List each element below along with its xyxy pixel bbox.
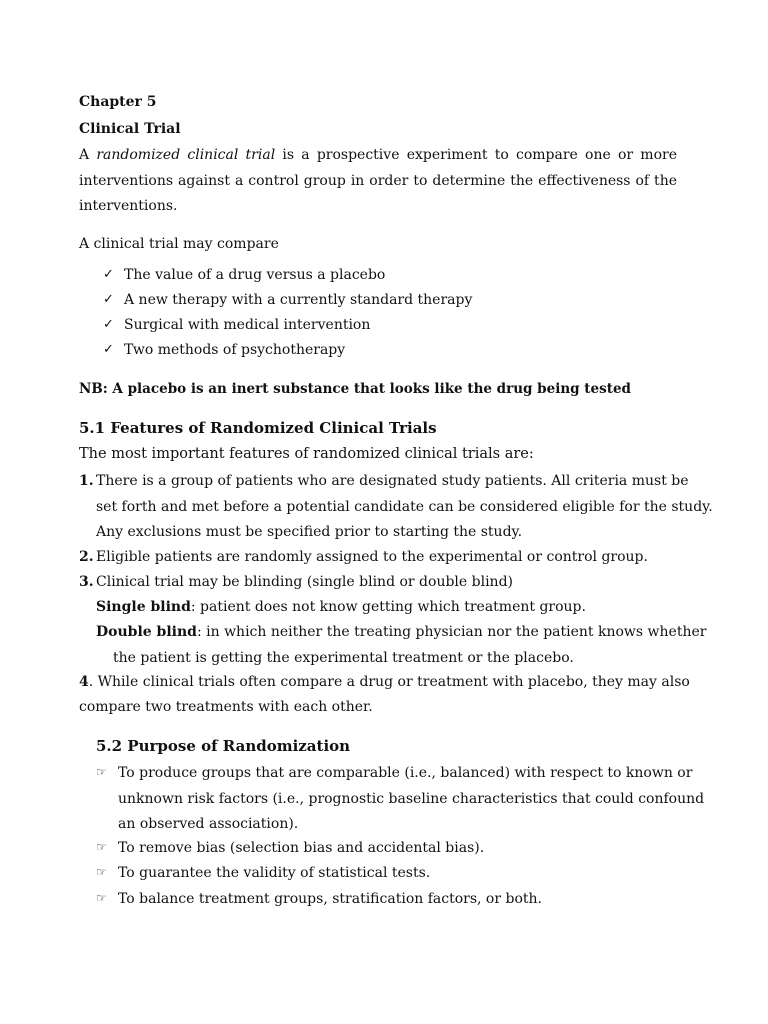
feature-2: Eligible patients are randomly assigned to the experimental or control group. xyxy=(96,549,648,565)
compare-item: Surgical with medical intervention xyxy=(124,317,371,333)
check-icon: ✓ xyxy=(103,267,114,282)
compare-item: Two methods of psychotherapy xyxy=(124,342,346,358)
pointing-hand-icon: ☞ xyxy=(96,765,107,779)
pointing-hand-icon: ☞ xyxy=(96,840,107,854)
compare-lead: A clinical trial may compare xyxy=(79,236,279,252)
double-blind-line-1: Double blind: in which neither the treating physician nor the patient knows whether xyxy=(96,624,707,640)
double-blind-line-2: the patient is getting the experimental treatment or the placebo. xyxy=(113,650,574,666)
list-number: 1. xyxy=(79,473,94,489)
section-5-2-heading: 5.2 Purpose of Randomization xyxy=(96,737,351,755)
chapter-label: Chapter 5 xyxy=(79,94,157,110)
feature-4-line-2: compare two treatments with each other. xyxy=(79,699,373,715)
feature-1-line-1: There is a group of patients who are designated study patients. All criteria must be xyxy=(96,473,689,489)
purpose-2: To remove bias (selection bias and accidental bias). xyxy=(118,840,485,856)
feature-3: Clinical trial may be blinding (single blind or double blind) xyxy=(96,574,513,590)
list-number: 3. xyxy=(79,574,94,590)
compare-item: The value of a drug versus a placebo xyxy=(124,267,386,283)
section-5-1-heading: 5.1 Features of Randomized Clinical Trials xyxy=(79,419,437,437)
purpose-1-line-3: an observed association). xyxy=(118,816,299,832)
single-blind-line: Single blind: patient does not know getting which treatment group. xyxy=(96,599,586,615)
check-icon: ✓ xyxy=(103,317,114,332)
intro-line-3: interventions. xyxy=(79,198,178,214)
nb-note: NB: A placebo is an inert substance that looks like the drug being tested xyxy=(79,381,631,397)
intro-line-1: A randomized clinical trial is a prospective experiment to compare one or more xyxy=(79,147,677,163)
feature-1-line-2: set forth and met before a potential candidate can be considered eligible for the study. xyxy=(96,499,713,515)
compare-item: A new therapy with a currently standard therapy xyxy=(124,292,473,308)
purpose-3: To guarantee the validity of statistical tests. xyxy=(118,865,431,881)
check-icon: ✓ xyxy=(103,342,114,357)
check-icon: ✓ xyxy=(103,292,114,307)
section-5-1-lead: The most important features of randomized clinical trials are: xyxy=(79,446,534,462)
pointing-hand-icon: ☞ xyxy=(96,865,107,879)
purpose-4: To balance treatment groups, stratification factors, or both. xyxy=(118,891,542,907)
purpose-1-line-1: To produce groups that are comparable (i.e., balanced) with respect to known or xyxy=(118,765,693,781)
purpose-1-line-2: unknown risk factors (i.e., prognostic baseline characteristics that could confound xyxy=(118,791,705,807)
feature-4-line-1: 4. While clinical trials often compare a drug or treatment with placebo, they may also xyxy=(79,674,690,690)
feature-1-line-3: Any exclusions must be specified prior to starting the study. xyxy=(96,524,523,540)
intro-line-2: interventions against a control group in order to determine the effectiveness of the xyxy=(79,173,677,189)
list-number: 2. xyxy=(79,549,94,565)
pointing-hand-icon: ☞ xyxy=(96,891,107,905)
chapter-title: Clinical Trial xyxy=(79,121,181,137)
